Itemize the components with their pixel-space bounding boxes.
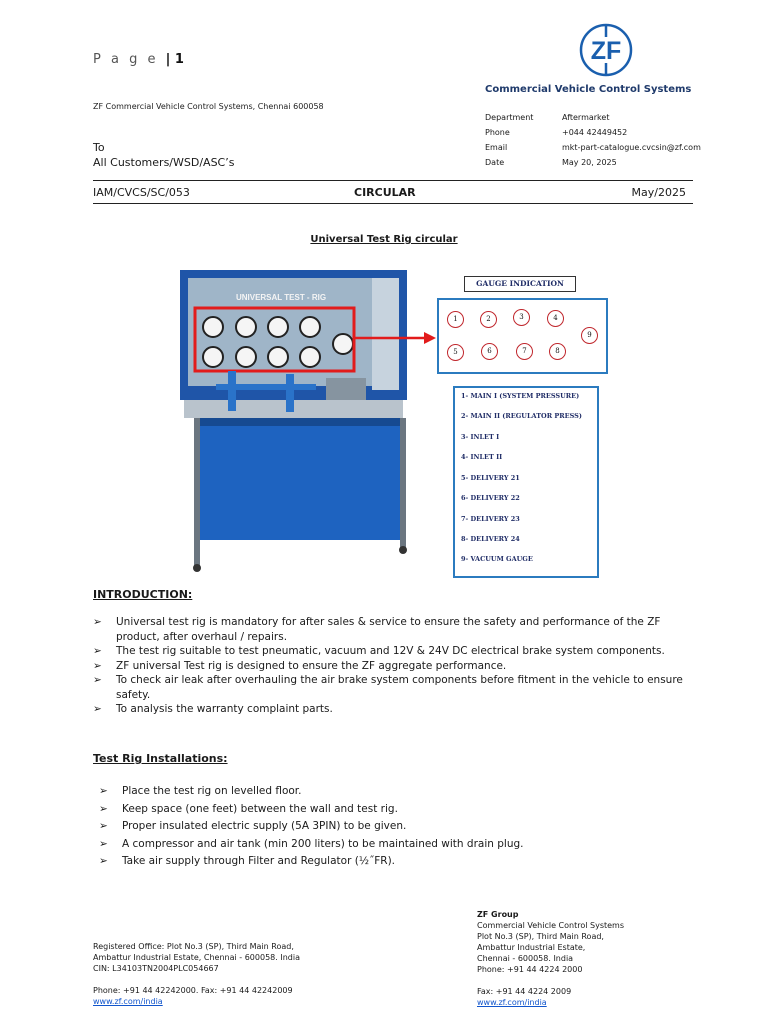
list-item	[99, 818, 699, 836]
test-rig-photo	[176, 266, 411, 574]
list-item-text: To check air leak after overhauling the air brake system components before fitment in the vehicle to ensure safety.	[116, 674, 683, 701]
list-item-text: A compressor and air tank (min 200 liters) to be maintained with drain plug.	[122, 837, 524, 850]
info-key: Phone	[485, 128, 510, 137]
bullet-arrow-icon: ➢	[99, 785, 108, 797]
legend-item: 8- DELIVERY 24	[461, 535, 520, 543]
info-key: Department	[485, 113, 534, 122]
footer-line: Chennai - 600058. India	[477, 954, 574, 963]
introduction-heading: INTRODUCTION:	[93, 588, 193, 601]
bullet-arrow-icon: ➢	[99, 820, 108, 832]
gauge-marker: 6	[481, 343, 498, 360]
legend-item: 3- INLET I	[461, 433, 500, 441]
gauge-diagram	[437, 298, 608, 374]
contact-info	[485, 110, 701, 170]
legend-item: 7- DELIVERY 23	[461, 515, 520, 523]
legend-item: 1- MAIN I (SYSTEM PRESSURE)	[461, 392, 580, 400]
list-item-text: Place the test rig on levelled floor.	[122, 785, 302, 797]
info-value: mkt-part-catalogue.cvcsin@zf.com	[562, 143, 701, 152]
list-item	[99, 801, 699, 819]
to-label: To	[93, 141, 105, 154]
footer-line: Ambattur Industrial Estate,	[477, 943, 586, 952]
introduction-list	[93, 615, 693, 717]
legend-item: 5- DELIVERY 21	[461, 474, 520, 482]
bullet-arrow-icon: ➢	[93, 616, 102, 628]
legend-item: 4- INLET II	[461, 453, 503, 461]
footer-line: Commercial Vehicle Control Systems	[477, 921, 625, 930]
info-value: Aftermarket	[562, 113, 610, 122]
footer-line: Fax: +91 44 4224 2009	[477, 987, 572, 996]
info-row	[485, 140, 701, 155]
gauge-marker: 4	[547, 310, 564, 327]
list-item-text: ZF universal Test rig is designed to ensure the ZF aggregate performance.	[116, 659, 507, 672]
footer-line: Phone: +91 44 4224 2000	[477, 965, 583, 974]
document-type: CIRCULAR	[354, 186, 416, 199]
footer-registered-office	[93, 941, 300, 1007]
gauge-marker: 1	[447, 311, 464, 328]
list-item-text: Universal test rig is mandatory for after sales & service to ensure the safety and performance of the ZF product, after overhaul / repairs.	[116, 616, 661, 643]
page-number: | 1	[165, 52, 184, 67]
bullet-arrow-icon: ➢	[93, 674, 102, 686]
footer-line: Phone: +91 44 42242000. Fax: +91 44 42242009	[93, 986, 293, 995]
bullet-arrow-icon: ➢	[99, 802, 108, 815]
info-row	[485, 155, 701, 170]
list-item-text: To analysis the warranty complaint parts.	[116, 703, 333, 715]
list-item	[99, 836, 699, 854]
installations-heading: Test Rig Installations:	[93, 752, 228, 765]
page-text: P a g e	[93, 52, 159, 67]
bullet-arrow-icon: ➢	[93, 659, 102, 672]
document-title: Universal Test Rig circular	[310, 234, 458, 245]
logo-text: ZF	[590, 37, 622, 65]
footer-zf-group	[477, 909, 624, 1008]
gauge-legend	[453, 386, 599, 578]
gauge-marker: 2	[480, 311, 497, 328]
page-number-label	[93, 52, 184, 67]
list-item	[93, 659, 693, 674]
list-item	[93, 644, 693, 659]
gauge-marker: 5	[447, 344, 464, 361]
bullet-arrow-icon: ➢	[93, 703, 102, 715]
info-row	[485, 110, 701, 125]
list-item-text: Keep space (one feet) between the wall and test rig.	[122, 802, 398, 815]
footer-spacer	[477, 975, 624, 986]
legend-item: 6- DELIVERY 22	[461, 494, 520, 502]
list-item-text: Proper insulated electric supply (5A 3PIN) to be given.	[122, 820, 407, 832]
footer-line: Ambattur Industrial Estate, Chennai - 600058. India	[93, 953, 300, 962]
bullet-arrow-icon: ➢	[93, 645, 102, 657]
list-item	[99, 783, 699, 801]
legend-item: 2- MAIN II (REGULATOR PRESS)	[461, 412, 582, 420]
list-item	[93, 615, 693, 644]
info-key: Date	[485, 158, 505, 167]
list-item	[93, 702, 693, 717]
info-value: May 20, 2025	[562, 158, 617, 167]
footer-line: Plot No.3 (SP), Third Main Road,	[477, 932, 604, 941]
list-item-text: The test rig suitable to test pneumatic, vacuum and 12V & 24V DC electrical brake system components.	[116, 645, 665, 657]
recipients: All Customers/WSD/ASC’s	[93, 156, 235, 169]
list-item	[93, 673, 693, 702]
reference-month: May/2025	[631, 186, 686, 199]
company-name: Commercial Vehicle Control Systems	[485, 84, 692, 95]
gauge-marker: 7	[516, 343, 533, 360]
footer-line: Registered Office: Plot No.3 (SP), Third Main Road,	[93, 942, 294, 951]
gauge-marker: 8	[549, 343, 566, 360]
list-item	[99, 853, 699, 871]
footer-website-link[interactable]: www.zf.com/india	[477, 998, 547, 1007]
zf-logo	[579, 23, 633, 77]
footer-spacer	[93, 974, 300, 985]
reference-number: IAM/CVCS/SC/053	[93, 186, 190, 199]
bullet-arrow-icon: ➢	[99, 837, 108, 850]
info-value: +044 42449452	[562, 128, 628, 137]
footer-line: CIN: L34103TN2004PLC054667	[93, 964, 219, 973]
info-row	[485, 125, 701, 140]
pointer-arrow	[354, 330, 436, 346]
bullet-arrow-icon: ➢	[99, 855, 108, 867]
rig-sign: UNIVERSAL TEST - RIG	[235, 293, 327, 302]
gauge-marker: 9	[581, 327, 598, 344]
reference-bar	[93, 180, 693, 204]
footer-website-link[interactable]: www.zf.com/india	[93, 997, 163, 1006]
installations-list	[99, 783, 699, 871]
footer-group-title: ZF Group	[477, 910, 519, 919]
recipient-block	[93, 140, 234, 170]
gauge-indication-title: GAUGE INDICATION	[464, 276, 576, 292]
sender-line: ZF Commercial Vehicle Control Systems, Chennai 600058	[93, 102, 324, 111]
gauge-marker: 3	[513, 309, 530, 326]
info-key: Email	[485, 143, 508, 152]
list-item-text: Take air supply through Filter and Regulator (½˝FR).	[122, 855, 396, 867]
legend-item: 9- VACUUM GAUGE	[461, 555, 533, 563]
